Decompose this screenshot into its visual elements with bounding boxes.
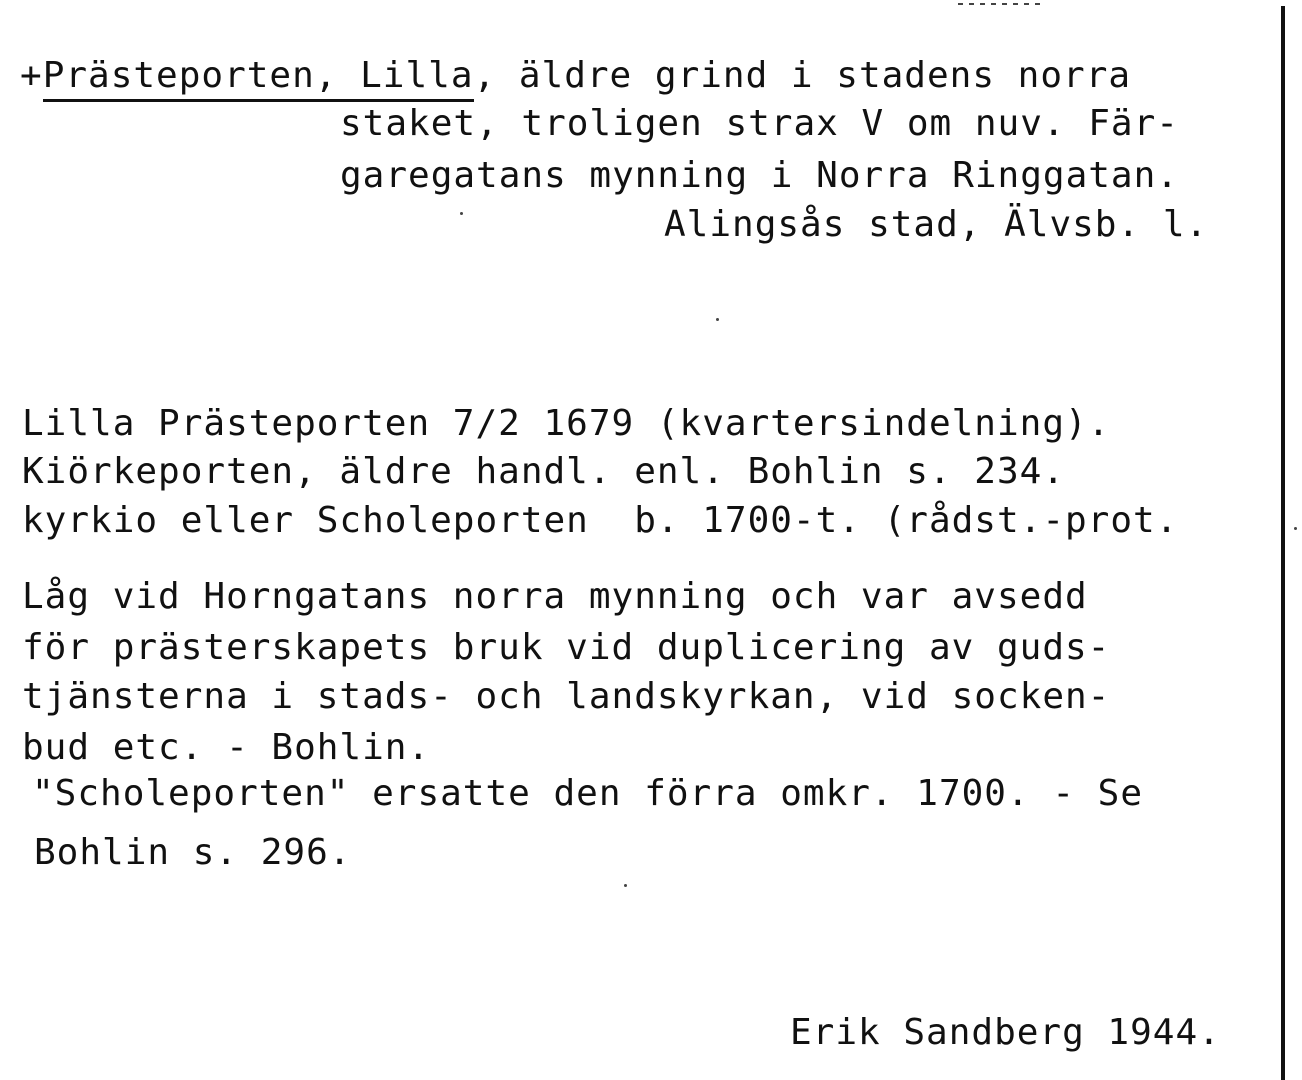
card-right-edge [1281, 6, 1285, 1080]
scan-speck [460, 212, 463, 215]
entry-marker: + [20, 55, 43, 96]
description-line: för prästerskapets bruk vid duplicering av guds- [22, 627, 1111, 668]
name-line: Kiörkeporten, äldre handl. enl. Bohlin s. 234. [22, 451, 1065, 492]
description-line: Bohlin s. 296. [34, 832, 352, 873]
entry-location: Alingsås stad, Älvsb. l. [664, 204, 1209, 245]
description-line: tjänsterna i stads- och landskyrkan, vid socken- [22, 676, 1111, 717]
entry-title-rest: , äldre grind i stadens norra [473, 55, 1132, 96]
name-line: kyrkio eller Scholeporten b. 1700-t. (rådst.-prot. [22, 500, 1179, 541]
entry-title-line [20, 55, 1132, 96]
signature: Erik Sandberg 1944. [790, 1012, 1221, 1053]
entry-headword: Prästeporten, Lilla [43, 55, 474, 102]
scan-artifact [958, 3, 1044, 5]
scan-speck [624, 884, 627, 887]
description-line: Låg vid Horngatans norra mynning och var avsedd [22, 576, 1088, 617]
name-line: Lilla Prästeporten 7/2 1679 (kvartersindelning). [22, 403, 1111, 444]
description-line: bud etc. - Bohlin. [22, 727, 431, 768]
scan-speck [716, 318, 719, 321]
description-line: "Scholeporten" ersatte den förra omkr. 1700. - Se [32, 773, 1144, 814]
entry-line: staket, troligen strax V om nuv. Fär- [340, 103, 1179, 144]
scan-speck [1294, 527, 1297, 530]
entry-line: garegatans mynning i Norra Ringgatan. [340, 155, 1179, 196]
